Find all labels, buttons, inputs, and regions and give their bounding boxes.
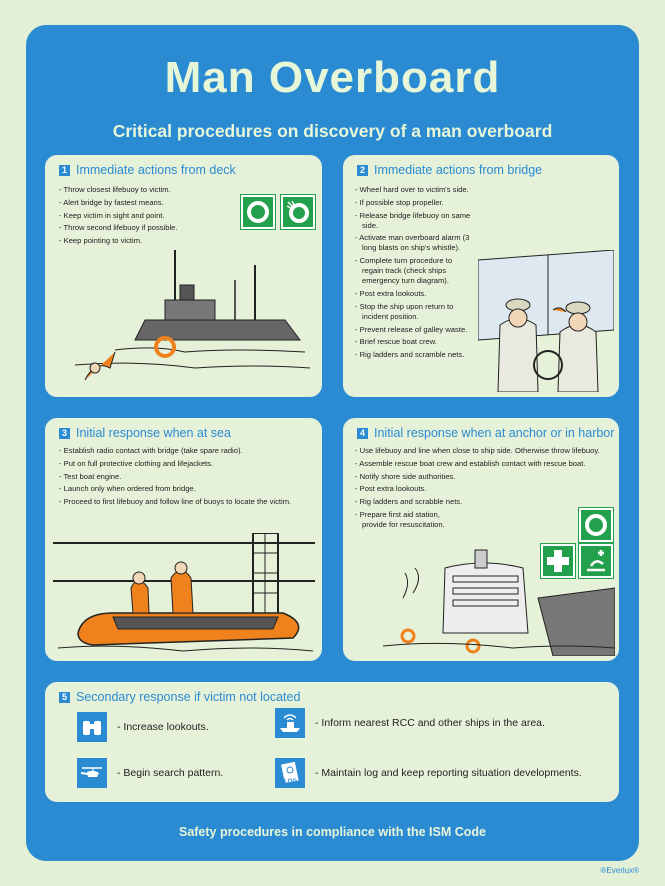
harbor-ship-illustration [383, 538, 615, 656]
section-4-list [355, 446, 613, 533]
section-3-header [59, 426, 231, 440]
section-3-list [59, 446, 304, 510]
section-5-panel [45, 682, 619, 802]
list-item: - Wheel hard over to victim's side. [355, 185, 473, 195]
log-label: LOG [284, 779, 297, 785]
list-item: - Prevent release of galley waste. [355, 325, 473, 335]
secondary-item-maintain-log [275, 758, 582, 788]
list-item: - Proceed to first lifebuoy and follow line of buoys to locate the victim. [59, 497, 304, 507]
section-heading: Initial response when at anchor or in harbor [374, 426, 615, 440]
list-item: - Brief rescue boat crew. [355, 337, 473, 347]
brand-logo: ®Everlux® [600, 866, 639, 875]
section-heading: Immediate actions from bridge [374, 163, 543, 177]
list-item: - Complete turn procedure to regain track (check ships emergency turn diagram). [355, 256, 473, 286]
secondary-item-search-pattern [77, 758, 223, 788]
radio-ship-icon [275, 708, 305, 738]
list-item: - Stop the ship upon return to incident position. [355, 302, 473, 322]
secondary-item-text: - Begin search pattern. [117, 767, 224, 779]
footer-text: Safety procedures in compliance with the ISM Code [178, 825, 486, 839]
section-number: 5 [59, 692, 70, 703]
section-number: 3 [59, 428, 70, 439]
section-2-panel [343, 155, 619, 397]
section-4-header [357, 426, 614, 440]
list-item: - Launch only when ordered from bridge. [59, 484, 304, 494]
list-item: - Post extra lookouts. [355, 484, 613, 494]
secondary-item-text: - Inform nearest RCC and other ships in the area. [315, 717, 545, 729]
lifebuoy-sign-icon [579, 508, 613, 542]
section-number: 4 [357, 428, 368, 439]
list-item: - Activate man overboard alarm (3 long blasts on ship's whistle). [355, 233, 473, 253]
secondary-item-inform-rcc [275, 708, 545, 738]
list-item: - Notify shore side authorities. [355, 472, 613, 482]
list-item: - Rig ladders and scramble nets. [355, 350, 473, 360]
lifebuoy-sign-icon [241, 195, 275, 229]
list-item: - Throw closest lifebuoy to victim. [59, 185, 229, 195]
secondary-item-text: - Increase lookouts. [117, 721, 209, 733]
section-1-header [59, 163, 236, 177]
list-item: - Put on full protective clothing and lifejackets. [59, 459, 304, 469]
section-heading: Immediate actions from deck [76, 163, 236, 177]
poster [26, 25, 639, 861]
list-item: - Establish radio contact with bridge (take spare radio). [59, 446, 304, 456]
list-item: - Keep pointing to victim. [59, 236, 229, 246]
list-item: - Post extra lookouts. [355, 289, 473, 299]
list-item: - Test boat engine. [59, 472, 304, 482]
section-2-list [355, 185, 473, 363]
section-2-header [357, 163, 542, 177]
list-item: - Prepare first aid station, provide for resuscitation. [355, 510, 462, 530]
section-number: 1 [59, 165, 70, 176]
section-heading: Initial response when at sea [76, 426, 231, 440]
section-heading: Secondary response if victim not located [76, 690, 301, 704]
list-item: - Alert bridge by fastest means. [59, 198, 229, 208]
section-1-panel [45, 155, 322, 397]
ship-illustration [55, 240, 315, 390]
section-5-header [59, 690, 300, 704]
bridge-officers-illustration [478, 250, 614, 392]
secondary-item-lookouts [77, 712, 209, 742]
section-4-panel [343, 418, 619, 661]
binoculars-icon [77, 712, 107, 742]
helicopter-icon [77, 758, 107, 788]
page-subtitle: Critical procedures on discovery of a man overboard [112, 121, 553, 141]
section-3-panel [45, 418, 322, 661]
list-item: - Rig ladders and scrabble nets. [355, 497, 472, 507]
list-item: - Release bridge lifebuoy on same side. [355, 211, 473, 231]
logbook-icon [275, 758, 305, 788]
lifebuoy-with-light-sign-icon [281, 195, 315, 229]
secondary-item-text: - Maintain log and keep reporting situation developments. [315, 767, 582, 779]
rescue-boat-illustration [53, 533, 315, 655]
page-title: Man Overboard [164, 53, 501, 102]
list-item: - Keep victim in sight and point. [59, 211, 229, 221]
list-item: - Throw second lifebuoy if possible. [59, 223, 229, 233]
list-item: - Assemble rescue boat crew and establish contact with rescue boat. [355, 459, 613, 469]
list-item: - Use lifebuoy and line when close to ship side. Otherwise throw lifebuoy. [355, 446, 613, 456]
list-item: - If possible stop propeller. [355, 198, 473, 208]
section-number: 2 [357, 165, 368, 176]
